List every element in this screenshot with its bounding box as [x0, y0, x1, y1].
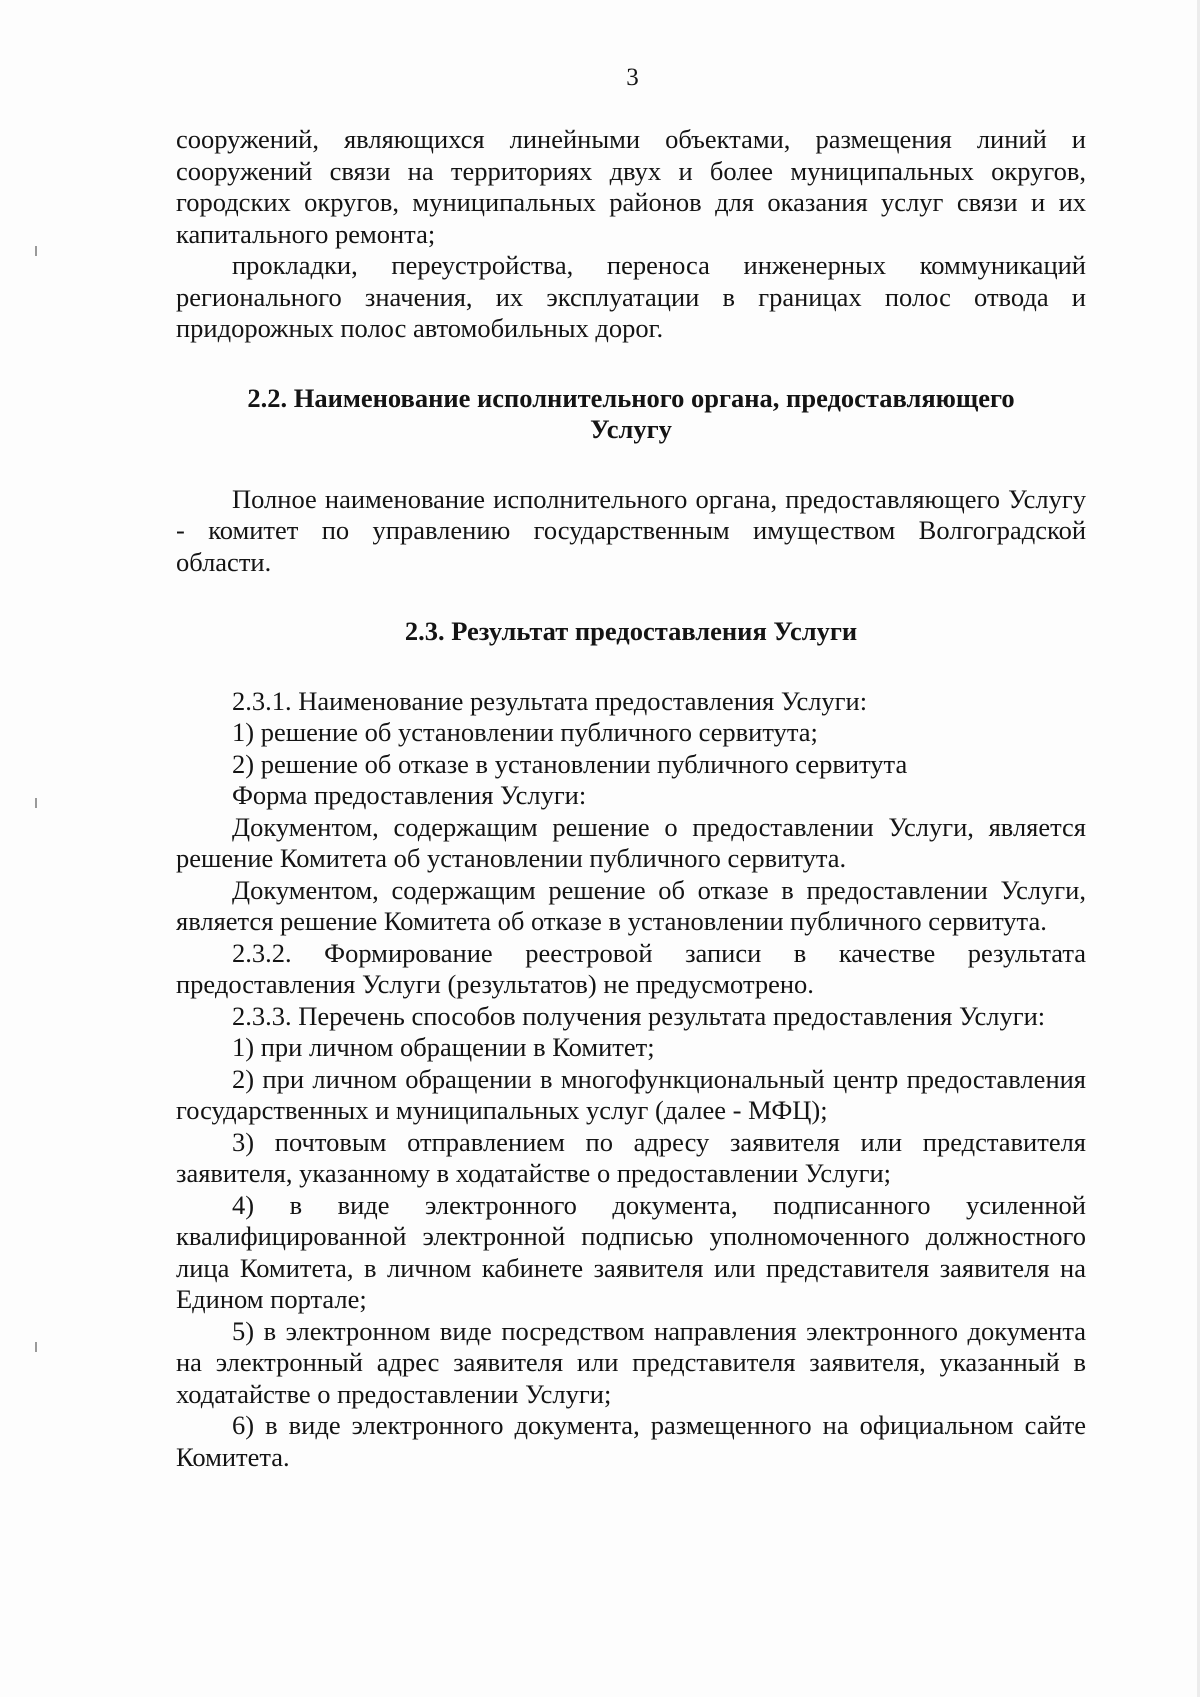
list-item: 5) в электронном виде посредством направления электронного документа на электронный адрес заявителя или представителя заявителя, указанный в ходатайстве о предоставлении Услуги;: [176, 1315, 1086, 1409]
document-body: [176, 124, 1086, 1473]
scan-mark: [35, 1342, 37, 1352]
page-number: 3: [626, 64, 639, 91]
section-heading-2-3: 2.3. Результат предоставления Услуги: [404, 616, 858, 646]
paragraph: 2.3.3. Перечень способов получения результата предоставления Услуги:: [232, 1000, 1046, 1031]
paragraph: Документом, содержащим решение об отказе в предоставлении Услуги, является решение Комитета об отказе в установлении публичного сервитута.: [176, 874, 1086, 936]
heading-line: 2.2. Наименование исполнительного органа, предоставляющего: [247, 382, 1015, 413]
heading-line: Услугу: [590, 414, 672, 444]
list-item: 2) решение об отказе в установлении публичного сервитута: [232, 748, 908, 779]
paragraph: Документом, содержащим решение о предоставлении Услуги, является решение Комитета об установлении публичного сервитута.: [176, 811, 1086, 873]
scan-mark: [35, 246, 37, 256]
paragraph: сооружений, являющихся линейными объектами, размещения линий и сооружений связи на территориях двух и более муниципальных округов, городских округов, муниципальных районов для оказания услуг связи и их капитального ремонта;: [176, 124, 1086, 249]
paragraph: Полное наименование исполнительного органа, предоставляющего Услугу - комитет по управлению государственным имуществом Волгоградской области.: [176, 483, 1086, 577]
list-item: 6) в виде электронного документа, размещенного на официальном сайте Комитета.: [176, 1410, 1086, 1472]
paragraph: прокладки, переустройства, переноса инженерных коммуникаций регионального значения, их эксплуатации в границах полос отвода и придорожных полос автомобильных дорог.: [176, 250, 1086, 343]
paragraph: 2.3.2. Формирование реестровой записи в качестве результата предоставления Услуги (результатов) не предусмотрено.: [176, 937, 1086, 999]
paragraph: Форма предоставления Услуги:: [232, 780, 587, 810]
list-item: 4) в виде электронного документа, подписанного усиленной квалифицированной электронной подписью уполномоченного должностного лица Комитета, в личном кабинете заявителя или представителя заявителя на Едином портале;: [176, 1189, 1086, 1314]
section-heading-2-2: [176, 383, 1086, 446]
list-item: 3) почтовым отправлением по адресу заявителя или представителя заявителя, указанному в ходатайстве о предоставлении Услуги;: [176, 1126, 1086, 1188]
list-item: 1) при личном обращении в Комитет;: [232, 1032, 655, 1062]
paragraph: 2.3.1. Наименование результата предоставления Услуги:: [232, 685, 868, 716]
list-item: 1) решение об установлении публичного сервитута;: [232, 717, 818, 747]
list-item: 2) при личном обращении в многофункциональный центр предоставления государственных и муниципальных услуг (далее - МФЦ);: [176, 1063, 1086, 1125]
scan-mark: [35, 798, 37, 808]
